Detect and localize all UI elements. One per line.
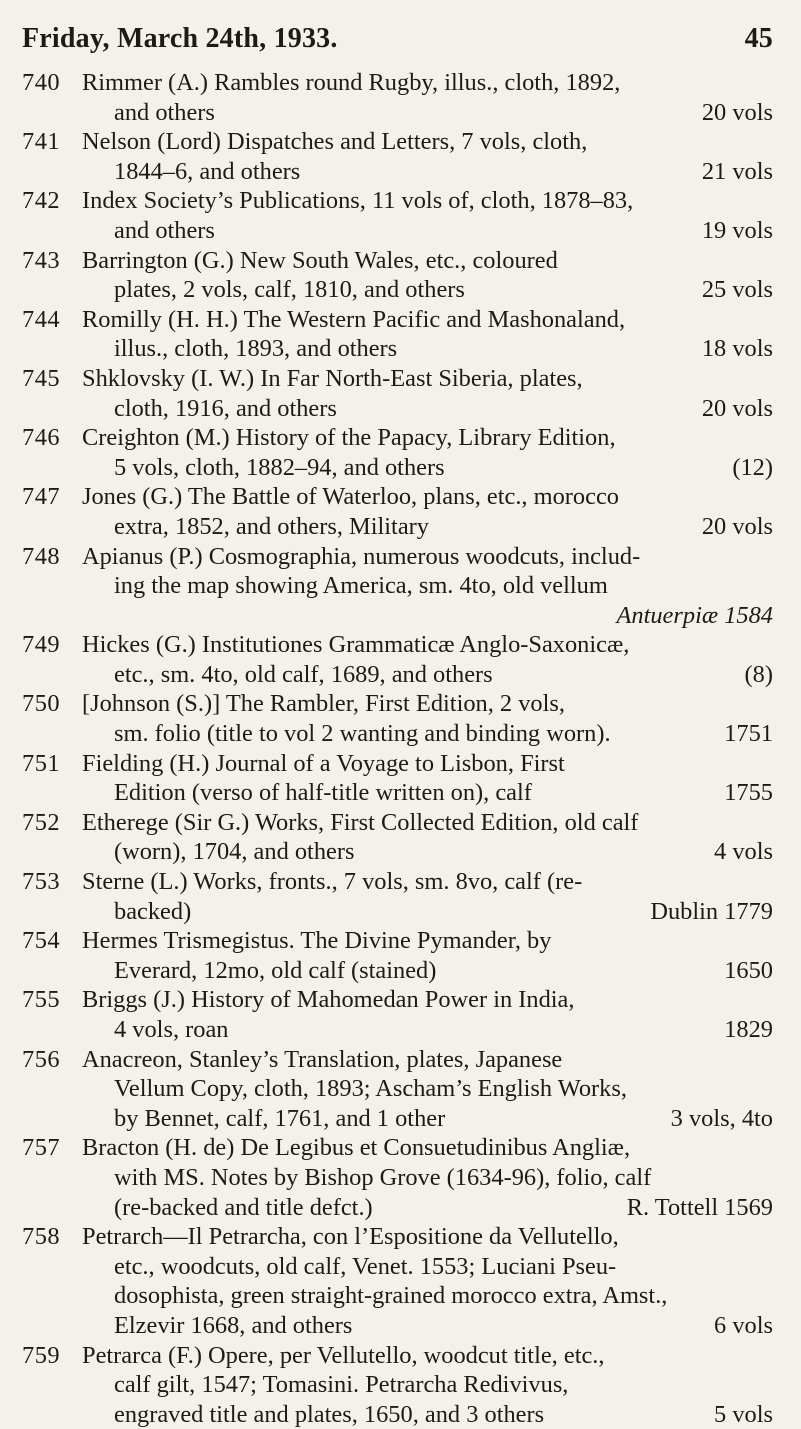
lot-number: 741 [22, 128, 61, 156]
lot-text: illus., cloth, 1893, and others [114, 335, 398, 363]
lot-number: 755 [22, 986, 61, 1014]
lot-text: etc., sm. 4to, old calf, 1689, and others [114, 660, 493, 688]
lot-description-line [82, 275, 773, 305]
lot-number: 751 [22, 749, 61, 777]
lot-description [82, 482, 773, 541]
lot-entry [22, 542, 773, 631]
lot-entry [22, 305, 773, 364]
lot-quantity: 1751 [724, 720, 773, 748]
lot-description-line [82, 837, 773, 867]
lot-entry [22, 1222, 773, 1340]
lot-description-line [82, 719, 773, 749]
lot-quantity: 25 vols [701, 276, 773, 304]
lot-text: sm. folio (title to vol 2 wanting and binding worn). [114, 720, 611, 748]
lot-description [82, 423, 773, 482]
lot-imprint: Antuerpiæ 1584 [616, 601, 773, 629]
lot-text: 4 vols, roan [114, 1016, 229, 1043]
lot-description-line [82, 1400, 773, 1429]
lot-number: 750 [22, 690, 61, 718]
lot-description-line: Bracton (H. de) De Legibus et Consuetudinibus Angliæ, [82, 1134, 631, 1162]
lot-description-line: Hickes (G.) Institutiones Grammaticæ Anglo-Saxonicæ, [82, 631, 630, 659]
page-header [22, 22, 773, 60]
lot-entry [22, 749, 773, 808]
lot-description [82, 808, 773, 867]
lot-quantity: 20 vols [701, 98, 773, 126]
lot-description [82, 926, 773, 985]
lot-quantity: 19 vols [701, 216, 773, 244]
lot-quantity: 1650 [724, 956, 773, 984]
lot-quantity: 1755 [724, 779, 773, 807]
lot-description-line: [Johnson (S.)] The Rambler, First Edition, 2 vols, [82, 690, 565, 718]
lot-text: 5 vols, cloth, 1882–94, and others [114, 453, 445, 481]
lot-description-line [82, 778, 773, 808]
lot-description-line: calf gilt, 1547; Tomasini. Petrarcha Redivivus, [114, 1371, 569, 1399]
lot-description [82, 689, 773, 748]
lot-description [82, 1133, 773, 1222]
lot-entry [22, 630, 773, 689]
lot-number: 744 [22, 305, 61, 333]
lot-number: 746 [22, 424, 61, 452]
lot-quantity: 3 vols, 4to [670, 1104, 773, 1132]
lot-quantity: R. Tottell 1569 [626, 1193, 773, 1221]
lot-description-line: Nelson (Lord) Dispatches and Letters, 7 vols, cloth, [82, 128, 588, 156]
lot-description-line: Fielding (H.) Journal of a Voyage to Lisbon, First [82, 749, 565, 777]
lot-description-line [82, 98, 773, 128]
lot-description-line: Creighton (M.) History of the Papacy, Library Edition, [82, 424, 616, 452]
lot-description-line: Petrarch—Il Petrarcha, con l’Espositione da Vellutello, [82, 1223, 619, 1251]
lot-description [82, 630, 773, 689]
lot-number: 742 [22, 187, 61, 215]
lot-description [82, 1222, 773, 1340]
lot-description-line: Etherege (Sir G.) Works, First Collected Edition, old calf [82, 808, 639, 836]
lot-entry [22, 808, 773, 867]
lot-entry [22, 482, 773, 541]
lot-description-line: Jones (G.) The Battle of Waterloo, plans, etc., morocco [82, 483, 619, 511]
lot-description-line [82, 1015, 773, 1045]
lot-text: extra, 1852, and others, Military [114, 512, 429, 540]
lot-description-line: Petrarca (F.) Opere, per Vellutello, woodcut title, etc., [82, 1341, 605, 1369]
lot-quantity: 20 vols [701, 512, 773, 540]
lot-description-line: Shklovsky (I. W.) In Far North-East Siberia, plates, [82, 364, 583, 392]
lot-description-line: Vellum Copy, cloth, 1893; Ascham’s English Works, [114, 1075, 627, 1103]
lot-number: 753 [22, 868, 61, 896]
lot-list [22, 68, 773, 1429]
lot-entry [22, 423, 773, 482]
lot-entry [22, 1341, 773, 1429]
lot-description-line [82, 1104, 773, 1134]
lot-description-line [82, 1311, 773, 1341]
lot-entry [22, 926, 773, 985]
lot-number: 748 [22, 542, 61, 570]
lot-number: 756 [22, 1045, 61, 1073]
lot-quantity: Dublin 1779 [650, 897, 773, 925]
lot-entry [22, 867, 773, 926]
lot-quantity: (8) [744, 660, 773, 688]
lot-entry [22, 1133, 773, 1222]
lot-entry [22, 985, 773, 1044]
lot-description [82, 985, 773, 1044]
lot-description [82, 246, 773, 305]
lot-quantity: 5 vols [714, 1400, 773, 1428]
lot-description-line [82, 157, 773, 187]
lot-text: plates, 2 vols, calf, 1810, and others [114, 276, 465, 304]
lot-quantity: 21 vols [701, 157, 773, 185]
lot-description-line: Barrington (G.) New South Wales, etc., coloured [82, 246, 558, 274]
lot-description-line: Index Society’s Publications, 11 vols of, cloth, 1878–83, [82, 187, 634, 215]
lot-description-line [82, 1193, 773, 1223]
lot-text: backed) [114, 897, 192, 925]
lot-quantity: (12) [732, 453, 773, 481]
lot-text: (re-backed and title defct.) [114, 1193, 373, 1221]
lot-text: Edition (verso of half-title written on), calf [114, 779, 532, 807]
lot-number: 745 [22, 364, 61, 392]
lot-description-line: etc., woodcuts, old calf, Venet. 1553; Luciani Pseu- [114, 1252, 617, 1280]
lot-entry [22, 1045, 773, 1134]
lot-text: cloth, 1916, and others [114, 394, 337, 422]
lot-entry [22, 689, 773, 748]
lot-description-line [82, 956, 773, 986]
lot-text: Elzevir 1668, and others [114, 1311, 353, 1339]
lot-number: 749 [22, 631, 61, 659]
lot-entry [22, 246, 773, 305]
lot-description [82, 305, 773, 364]
lot-description-line: dosophista, green straight-grained morocco extra, Amst., [114, 1282, 668, 1310]
lot-description [82, 749, 773, 808]
lot-description [82, 127, 773, 186]
lot-description-line [82, 897, 773, 927]
lot-description [82, 1045, 773, 1134]
lot-description-line: Rimmer (A.) Rambles round Rugby, illus., cloth, 1892, [82, 69, 621, 96]
lot-description [82, 1341, 773, 1429]
lot-quantity: 1829 [724, 1016, 773, 1043]
lot-text: engraved title and plates, 1650, and 3 others [114, 1400, 545, 1428]
lot-description-line: Hermes Trismegistus. The Divine Pymander, by [82, 927, 552, 955]
lot-entry [22, 364, 773, 423]
lot-number: 747 [22, 483, 61, 511]
lot-number: 752 [22, 808, 61, 836]
lot-description-line: Sterne (L.) Works, fronts., 7 vols, sm. 8vo, calf (re- [82, 868, 583, 896]
page-date: Friday, March 24th, 1933. [22, 23, 338, 54]
lot-description-line: Anacreon, Stanley’s Translation, plates, Japanese [82, 1045, 563, 1073]
lot-number: 743 [22, 246, 61, 274]
lot-text: and others [114, 98, 215, 126]
lot-description [82, 364, 773, 423]
lot-description-line: ing the map showing America, sm. 4to, old vellum [114, 572, 608, 600]
lot-description-line [82, 334, 773, 364]
lot-entry [22, 127, 773, 186]
lot-text: Everard, 12mo, old calf (stained) [114, 956, 437, 984]
lot-number: 754 [22, 927, 61, 955]
lot-number: 740 [22, 69, 61, 96]
lot-description-line [82, 216, 773, 246]
lot-quantity: 6 vols [714, 1311, 773, 1339]
lot-number: 757 [22, 1134, 61, 1162]
lot-description [82, 542, 773, 631]
lot-number: 759 [22, 1341, 61, 1369]
lot-quantity: 20 vols [701, 394, 773, 422]
lot-entry [22, 186, 773, 245]
lot-description-line [82, 394, 773, 424]
lot-description-line [82, 453, 773, 483]
lot-description [82, 68, 773, 127]
lot-number: 758 [22, 1223, 61, 1251]
lot-description-line: Romilly (H. H.) The Western Pacific and Mashonaland, [82, 305, 626, 333]
lot-description [82, 867, 773, 926]
lot-quantity: 4 vols [714, 838, 773, 866]
lot-description [82, 186, 773, 245]
lot-description-line [82, 660, 773, 690]
lot-description-line: Apianus (P.) Cosmographia, numerous woodcuts, includ- [82, 542, 641, 570]
page-number: 45 [744, 23, 773, 54]
lot-text: by Bennet, calf, 1761, and 1 other [114, 1104, 446, 1132]
lot-text: (worn), 1704, and others [114, 838, 355, 866]
lot-entry [22, 68, 773, 127]
lot-text: and others [114, 216, 215, 244]
lot-quantity: 18 vols [701, 335, 773, 363]
lot-description-line: with MS. Notes by Bishop Grove (1634-96), folio, calf [114, 1163, 652, 1191]
lot-text: 1844–6, and others [114, 157, 301, 185]
lot-description-line [82, 512, 773, 542]
lot-description-line: Briggs (J.) History of Mahomedan Power in India, [82, 986, 575, 1014]
